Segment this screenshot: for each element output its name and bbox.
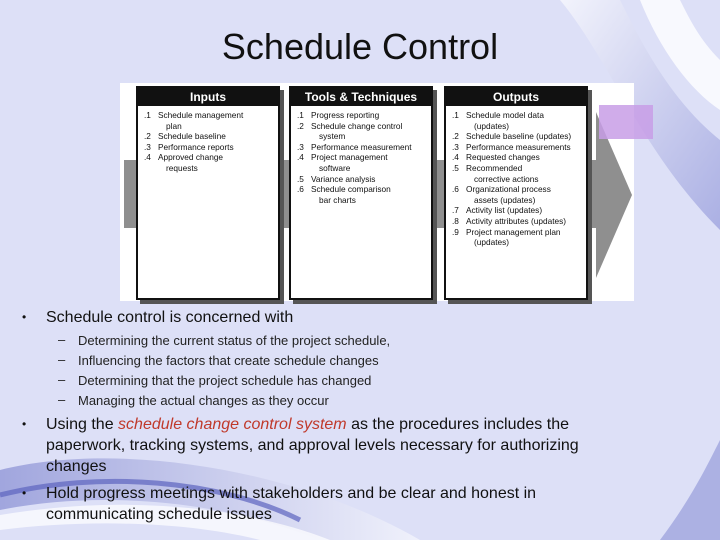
inputs-header: Inputs — [138, 88, 278, 106]
sub-bullet-3: Determining that the project schedule has changed — [78, 373, 372, 388]
list-item: .1 Progress reporting — [297, 110, 380, 120]
sub-bullet-4: Managing the actual changes as they occur — [78, 393, 329, 408]
list-item: .3 Performance measurements — [452, 141, 571, 152]
list-item: .5 Variance analysis — [297, 173, 376, 184]
list-item: .4 Project management software — [297, 152, 388, 173]
slide-title: Schedule Control — [221, 26, 499, 67]
bullet-dot: • — [22, 310, 27, 324]
accent-box — [599, 105, 653, 139]
bullet-3-line-2: communicating schedule issues — [46, 506, 272, 523]
list-item: .9 Project management plan (updates) — [452, 226, 561, 248]
list-item: .6 Schedule comparison bar charts — [297, 184, 391, 205]
dash-marker: – — [58, 352, 66, 367]
bullet-dot: • — [22, 486, 27, 500]
highlighted-term: schedule change control system — [118, 416, 347, 433]
list-item: .2 Schedule change control system — [297, 120, 403, 142]
inputs-panel — [136, 86, 280, 300]
outputs-header: Outputs — [446, 88, 586, 106]
list-item: .7 Activity list (updates) — [452, 205, 543, 216]
tools-panel — [289, 86, 433, 300]
list-item: .6 Organizational process assets (updates) — [452, 184, 551, 205]
list-item: .3 Performance measurement — [297, 141, 412, 152]
bullet-3-line-1: Hold progress meetings with stakeholders and be clear and honest in — [46, 485, 537, 502]
dash-marker: – — [58, 332, 66, 347]
bullet-2-line-2: paperwork, tracking systems, and approval levels necessary for authorizing — [46, 437, 579, 454]
list-item: .1 Schedule model data (updates) — [452, 110, 544, 131]
bullet-1-text: Schedule control is concerned with — [46, 309, 294, 326]
list-item: .4 Approved change requests — [144, 152, 224, 173]
list-item: .5 Recommended corrective actions — [452, 162, 539, 184]
bullet-2-line-1: Using the schedule change control system as the procedures includes the — [46, 416, 569, 433]
list-item: .2 Schedule baseline (updates) — [452, 131, 572, 142]
outputs-panel — [444, 86, 588, 300]
dash-marker: – — [58, 392, 66, 407]
list-item: .1 Schedule management plan — [144, 110, 244, 131]
list-item: .8 Activity attributes (updates) — [452, 215, 567, 226]
list-item: .2 Schedule baseline — [144, 131, 226, 142]
tools-header: Tools & Techniques — [291, 88, 431, 106]
sub-bullet-1: Determining the current status of the project schedule, — [78, 333, 391, 348]
bullet-dot: • — [22, 417, 27, 431]
bullet-2-line-3: changes — [46, 458, 107, 475]
dash-marker: – — [58, 372, 66, 387]
list-item: .4 Requested changes — [452, 152, 540, 163]
sub-bullet-2: Influencing the factors that create schedule changes — [78, 353, 379, 368]
list-item: .3 Performance reports — [144, 141, 234, 152]
